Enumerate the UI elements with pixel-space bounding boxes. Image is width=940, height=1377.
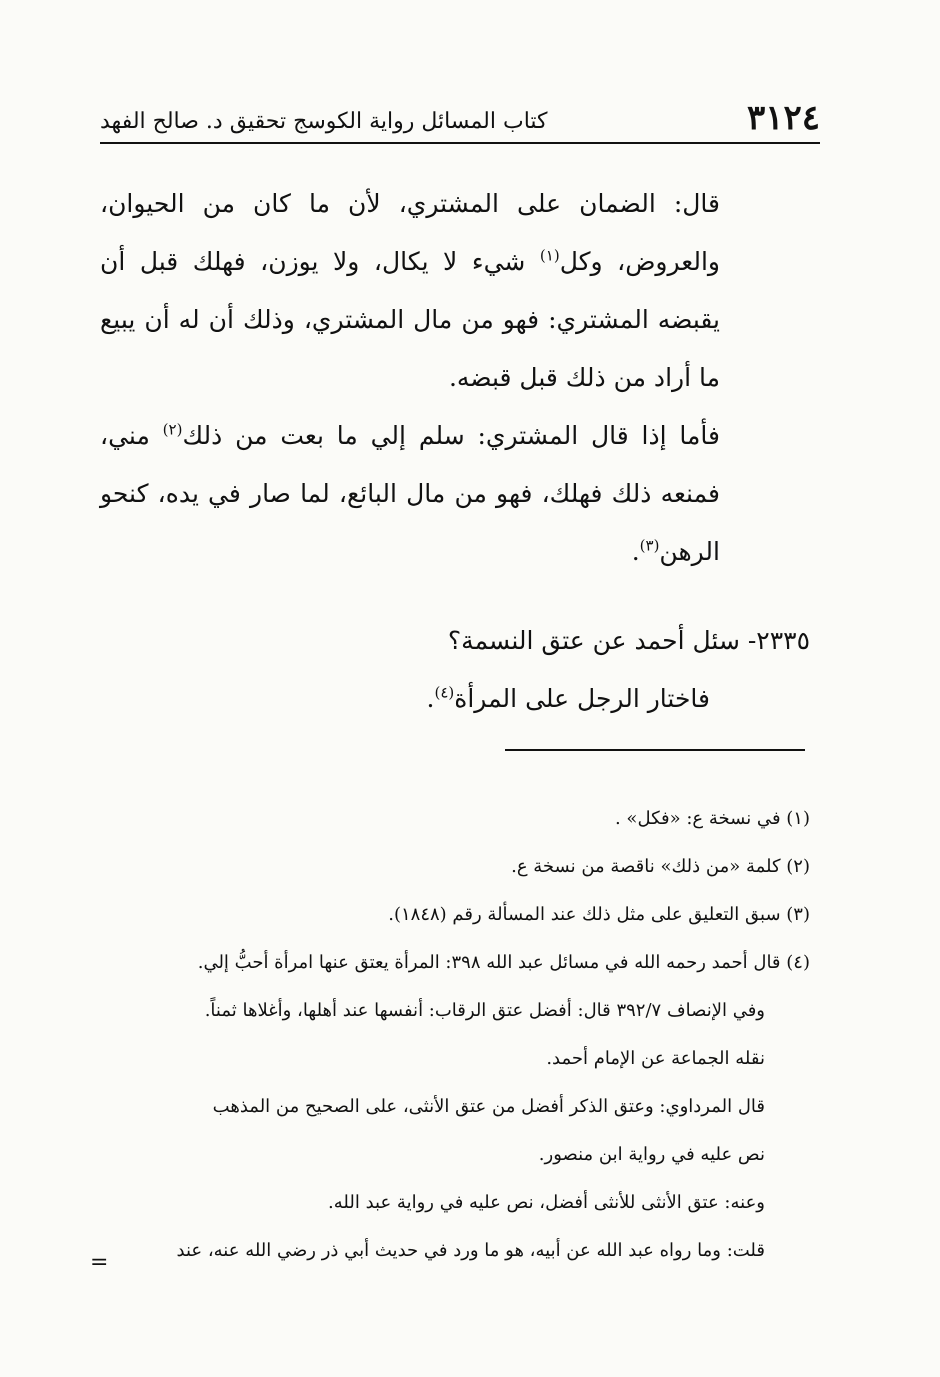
footnote-4-mardawi-line-2: نص عليه في رواية ابن منصور.: [538, 1144, 765, 1165]
footnote-3: (٣) سبق التعليق على مثل ذلك عند المسألة رقم (١٨٤٨).: [388, 904, 810, 925]
footnote-4-mardawi-line-1: قال المرداوي: وعتق الذكر أفضل من عتق الأنثى، على الصحيح من المذهب: [212, 1096, 765, 1117]
main-text: [100, 175, 720, 581]
paragraph-2-part-a: فأما إذا قال المشتري: سلم إلي ما بعت من ذلك: [182, 421, 720, 450]
footnote-4-mardawi: [90, 1083, 810, 1179]
footnotes: [90, 795, 810, 1275]
continuation-mark: =: [90, 1250, 109, 1275]
paragraph-2-part-b: مني، فمنعه ذلك فهلك، فهو من مال البائع، لما صار في يده، كنحو الرهن: [100, 421, 720, 566]
footnote-ref-4: (٤): [434, 683, 455, 702]
footnote-1: (١) في نسخة ع: «فكل» .: [614, 808, 810, 829]
footnote-ref-1: (١): [539, 246, 560, 265]
paragraph-1: [100, 175, 720, 407]
issue-question: ٢٣٣٥- سئل أحمد عن عتق النسمة؟: [447, 626, 810, 655]
paragraph-2: [100, 407, 720, 581]
footnote-4-insaf-line-2: نقله الجماعة عن الإمام أحمد.: [546, 1048, 765, 1069]
issue-2335: [100, 612, 810, 728]
page-number: ٣١٢٤: [746, 98, 820, 138]
footnote-4-insaf: [90, 987, 810, 1083]
issue-answer-text: فاختار الرجل على المرأة: [454, 684, 710, 713]
footnote-separator: [505, 749, 805, 751]
paragraph-2-part-c: .: [631, 537, 640, 566]
footnote-4-anhu: وعنه: عتق الأنثى للأنثى أفضل، نص عليه في رواية عبد الله.: [328, 1192, 765, 1213]
running-title: كتاب المسائل رواية الكوسج تحقيق د. صالح الفهد: [100, 109, 548, 134]
header-rule: [100, 142, 820, 144]
paragraph-1-part-a: قال: الضمان على المشتري، لأن ما كان من الحيوان، والعروض، وكل: [100, 189, 720, 276]
footnote-4: (٤) قال أحمد رحمه الله في مسائل عبد الله ٣٩٨: المرأة يعتق عنها امرأة أحبُّ إلي.: [197, 952, 810, 973]
footnote-ref-3: (٣): [639, 536, 660, 555]
footnote-ref-2: (٢): [162, 420, 183, 439]
page-header: [100, 98, 820, 138]
footnote-4-insaf-line-1: وفي الإنصاف ٣٩٢/٧ قال: أفضل عتق الرقاب: أنفسها عند أهلها، وأغلاها ثمناً.: [204, 1000, 765, 1021]
issue-answer: [100, 670, 810, 728]
issue-answer-end: .: [426, 684, 435, 713]
paragraph-1-part-b: شيء لا يكال، ولا يوزن، فهلك قبل أن يقبضه المشتري: فهو من مال المشتري، وذلك أن له أن يبيع ما أراد من ذلك قبل قبضه.: [100, 247, 720, 392]
footnote-2: (٢) كلمة «من ذلك» ناقصة من نسخة ع.: [511, 856, 810, 877]
footnote-4-qultu: قلت: وما رواه عبد الله عن أبيه، هو ما ورد في حديث أبي ذر رضي الله عنه، عند: [176, 1240, 765, 1261]
